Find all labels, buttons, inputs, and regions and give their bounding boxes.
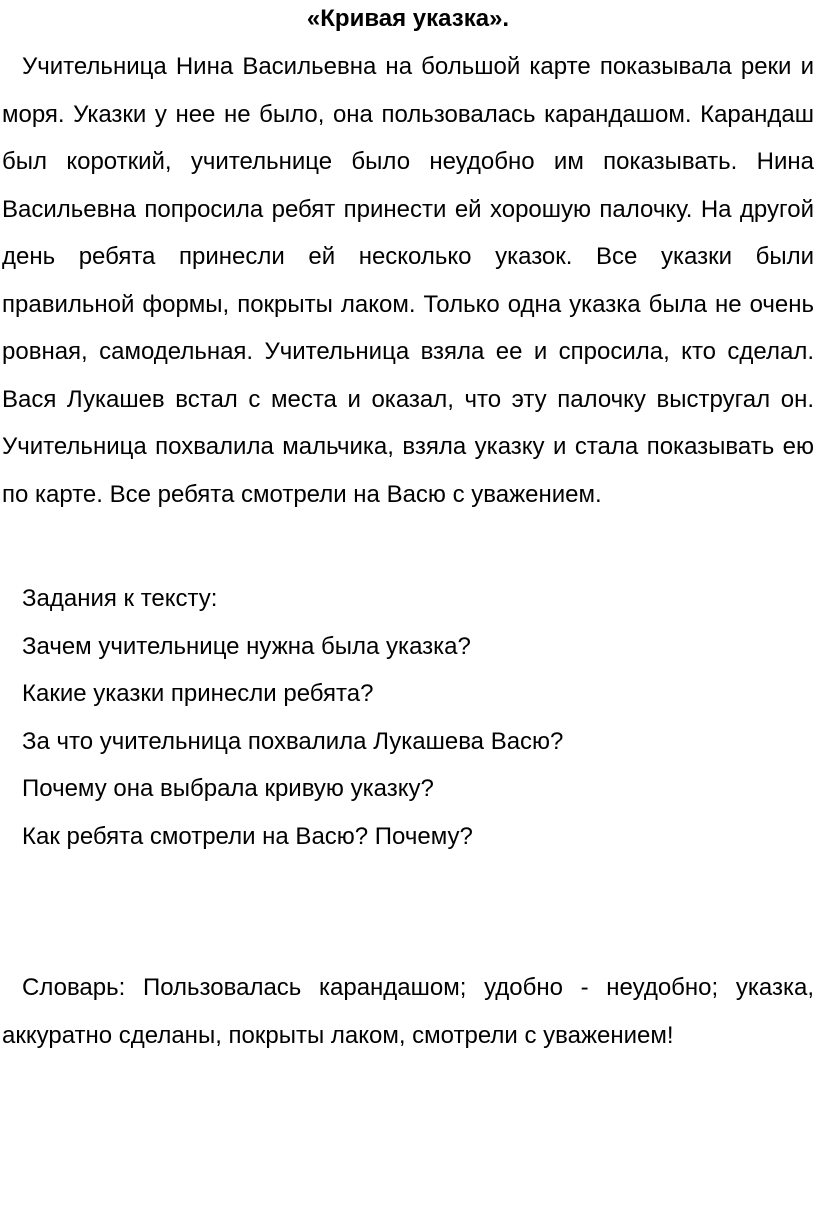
- story-paragraph: Учительница Нина Васильевна на большой карте показывала реки и моря. Указки у нее не было, она пользовалась карандашом. Карандаш был короткий, учительнице было неудобно им показывать. Нина Васильевна попросила ребят принести ей хорошую палочку. На другой день ребята принесли ей несколько указок. Все указки были правильной формы, покрыты лаком. Только одна указка была не очень ровная, самодельная. Учительница взяла ее и спросила, кто сделал. Вася Лукашев встал с места и оказал, что эту палочку выстругал он. Учительница похвалила мальчика, взяла указку и стала показывать ею по карте. Все ребята смотрели на Васю с уважением.: [2, 53, 814, 508]
- document-title: «Кривая указка».: [306, 5, 510, 32]
- task-question: Зачем учительнице нужна была указка?: [22, 632, 471, 660]
- tasks-section: [2, 575, 814, 860]
- dictionary-paragraph: Словарь: Пользовалась карандашом; удобно - неудобно; указка, аккуратно сделаны, покрыты лаком, смотрели с уважением!: [2, 974, 814, 1049]
- task-question: За что учительница похвалила Лукашева Васю?: [22, 727, 564, 755]
- task-question: Как ребята смотрели на Васю? Почему?: [22, 822, 473, 850]
- tasks-heading: Задания к тексту:: [22, 585, 218, 612]
- task-question: Почему она выбрала кривую указку?: [22, 775, 434, 802]
- task-question: Какие указки принесли ребята?: [22, 680, 374, 707]
